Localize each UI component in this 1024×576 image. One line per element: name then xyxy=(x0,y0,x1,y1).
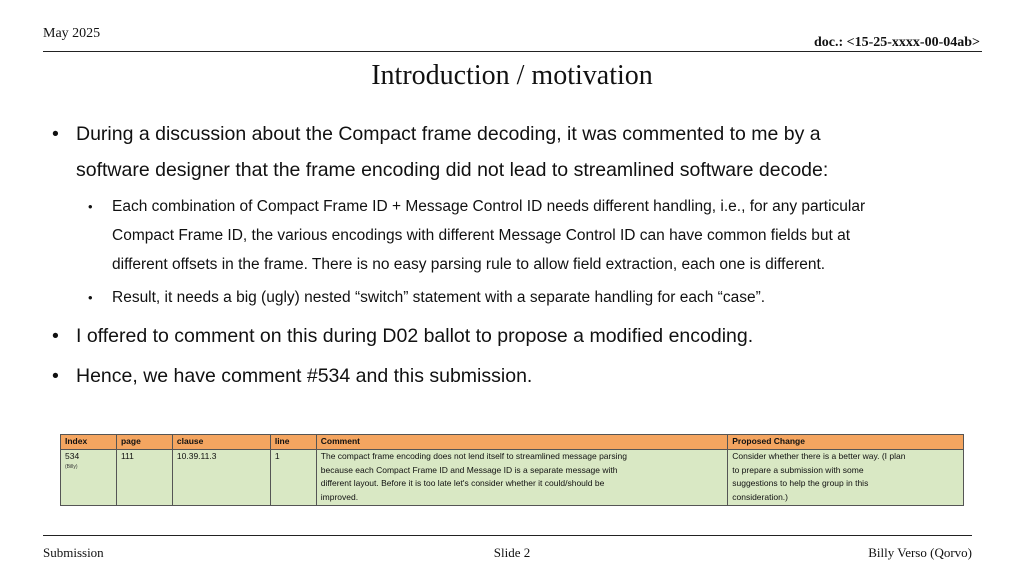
cell-comment-line: improved. xyxy=(320,492,359,503)
cell-page: 111 xyxy=(116,450,172,506)
footer-author: Billy Verso (Qorvo) xyxy=(868,545,972,560)
bullet-dot: • xyxy=(52,325,59,347)
col-header-index: Index xyxy=(61,435,117,450)
table-row xyxy=(61,450,964,506)
bullet-hence xyxy=(50,358,980,394)
footer-divider xyxy=(43,535,972,536)
cell-index xyxy=(61,450,117,506)
footer-submission: Submission xyxy=(43,545,104,560)
cell-index-note: (Billy) xyxy=(65,463,78,470)
bullet-text-line: I offered to comment on this during D02 ballot to propose a modified encoding. xyxy=(76,325,754,347)
subbullet-text-line: Compact Frame ID, the various encodings with different Message Control ID can have common fields but at xyxy=(112,227,851,244)
comment-table xyxy=(60,434,964,506)
bullet-dot: • xyxy=(52,123,59,145)
cell-proposed-change xyxy=(728,450,964,506)
table-header-row xyxy=(61,435,964,450)
subbullet-text-line: different offsets in the frame. There is no easy parsing rule to allow field extraction, each one is different. xyxy=(112,256,826,273)
header-divider xyxy=(43,51,982,52)
col-header-clause: clause xyxy=(172,435,270,450)
subbullet-dot: • xyxy=(88,199,93,214)
slide-title: Introduction / motivation xyxy=(371,60,653,91)
cell-index-value: 534 xyxy=(65,451,80,461)
cell-comment-line: because each Compact Frame ID and Message ID is a separate message with xyxy=(320,464,618,475)
cell-line: 1 xyxy=(270,450,316,506)
col-header-proposed-change: Proposed Change xyxy=(728,435,964,450)
subbullet-text-line: Each combination of Compact Frame ID + Message Control ID needs different handling, i.e., for any particular xyxy=(112,198,866,215)
bullet-text-line: During a discussion about the Compact frame decoding, it was commented to me by a xyxy=(76,123,821,145)
bullet-text-line: software designer that the frame encoding did not lead to streamlined software decode: xyxy=(76,159,829,181)
subbullet-text-line: Result, it needs a big (ugly) nested “switch” statement with a separate handling for each “case”. xyxy=(112,289,766,306)
cell-comment xyxy=(316,450,727,506)
bullet-dot: • xyxy=(52,365,59,387)
header-date: May 2025 xyxy=(43,26,101,41)
header-doc-id: doc.: <15-25-xxxx-00-04ab> xyxy=(813,35,980,50)
col-header-page: page xyxy=(116,435,172,450)
cell-comment-line: The compact frame encoding does not lend itself to streamlined message parsing xyxy=(320,451,627,461)
bullet-text-line: Hence, we have comment #534 and this submission. xyxy=(76,365,533,387)
subbullet-combination xyxy=(50,192,980,279)
cell-change-line: to prepare a submission with some xyxy=(732,464,864,475)
subbullet-dot: • xyxy=(88,290,93,305)
cell-change-line: consideration.) xyxy=(732,492,788,503)
slide-content xyxy=(50,116,980,394)
cell-change-line: suggestions to help the group in this xyxy=(732,478,869,489)
subbullet-result xyxy=(50,283,980,312)
cell-change-line: Consider whether there is a better way. (I plan xyxy=(732,451,906,461)
footer-slide-number: Slide 2 xyxy=(493,545,531,560)
col-header-line: line xyxy=(270,435,316,450)
cell-clause: 10.39.11.3 xyxy=(172,450,270,506)
bullet-offered xyxy=(50,318,980,354)
col-header-comment: Comment xyxy=(316,435,727,450)
cell-comment-line: different layout. Before it is too late let's consider whether it could/should be xyxy=(320,478,605,489)
bullet-discussion xyxy=(50,116,980,188)
